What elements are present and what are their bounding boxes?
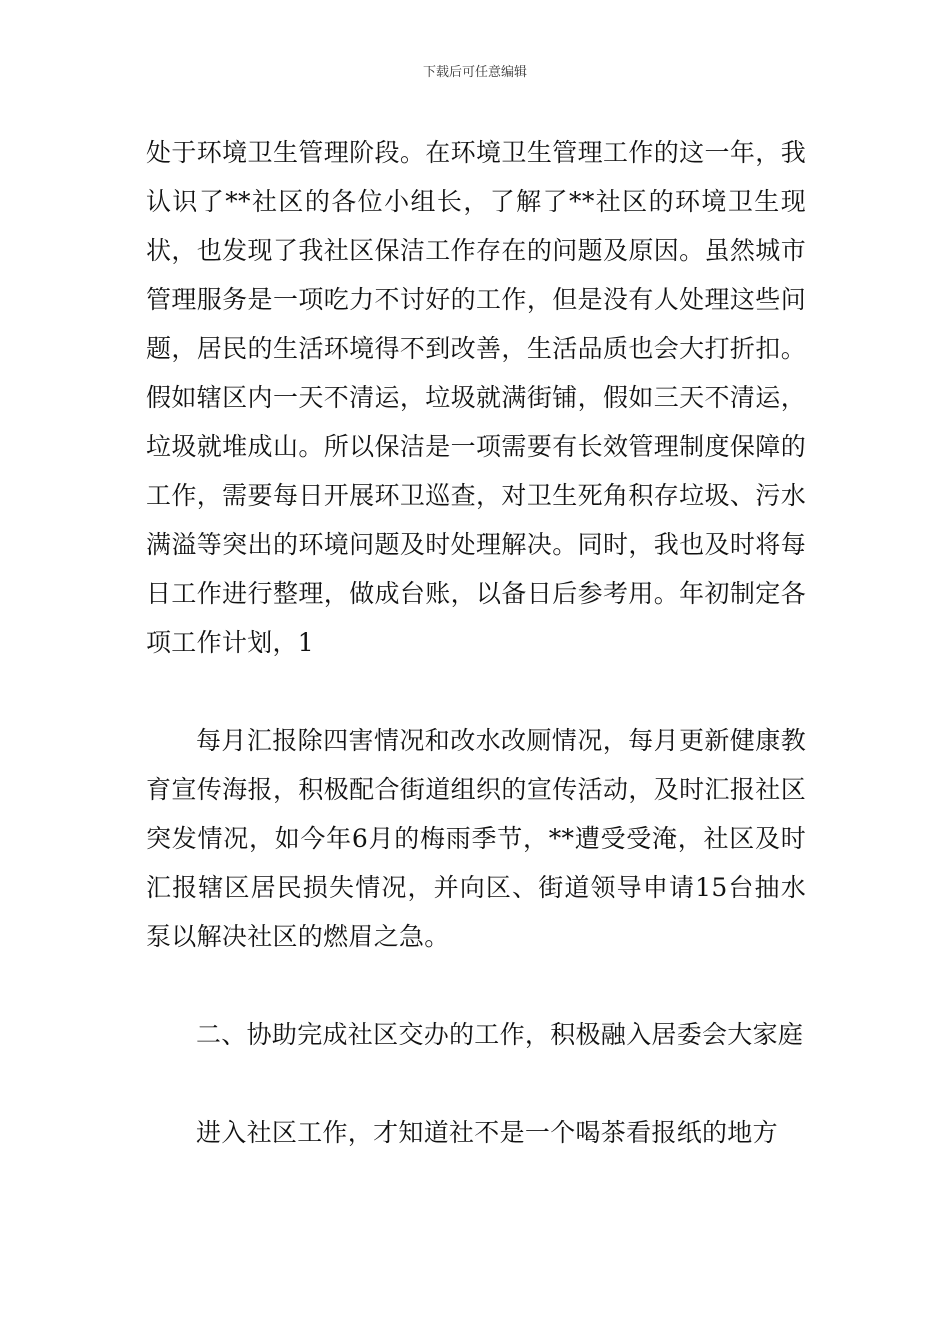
paragraph-spacer (146, 961, 806, 1010)
body-paragraph-1: 处于环境卫生管理阶段。在环境卫生管理工作的这一年，我认识了**社区的各位小组长，了解了**社区的环境卫生现状，也发现了我社区保洁工作存在的问题及原因。虽然城市管理服务是一项吃力不讨好的工作，但是没有人处理这些问题，居民的生活环境得不到改善，生活品质也会大打折扣。假如辖区内一天不清运，垃圾就满街铺，假如三天不清运，垃圾就堆成山。所以保洁是一项需要有长效管理制度保障的工作，需要每日开展环卫巡查，对卫生死角积存垃圾、污水满溢等突出的环境问题及时处理解决。同时，我也及时将每日工作进行整理，做成台账，以备日后参考用。年初制定各项工作计划，1 (146, 138, 806, 657)
paragraph-spacer (146, 667, 806, 716)
document-body (146, 128, 806, 1157)
body-paragraph-3: 进入社区工作，才知道社不是一个喝茶看报纸的地方 (196, 1118, 778, 1147)
body-paragraph-2: 每月汇报除四害情况和改水改厕情况，每月更新健康教育宣传海报，积极配合街道组织的宣传活动，及时汇报社区突发情况，如今年6月的梅雨季节，**遭受受淹，社区及时汇报辖区居民损失情况，并向区、街道领导申请15台抽水泵以解决社区的燃眉之急。 (146, 726, 806, 951)
paragraph-spacer (146, 1059, 806, 1108)
section-heading: 二、协助完成社区交办的工作，积极融入居委会大家庭 (196, 1020, 804, 1049)
page-header: 下载后可任意编辑 (422, 65, 527, 80)
